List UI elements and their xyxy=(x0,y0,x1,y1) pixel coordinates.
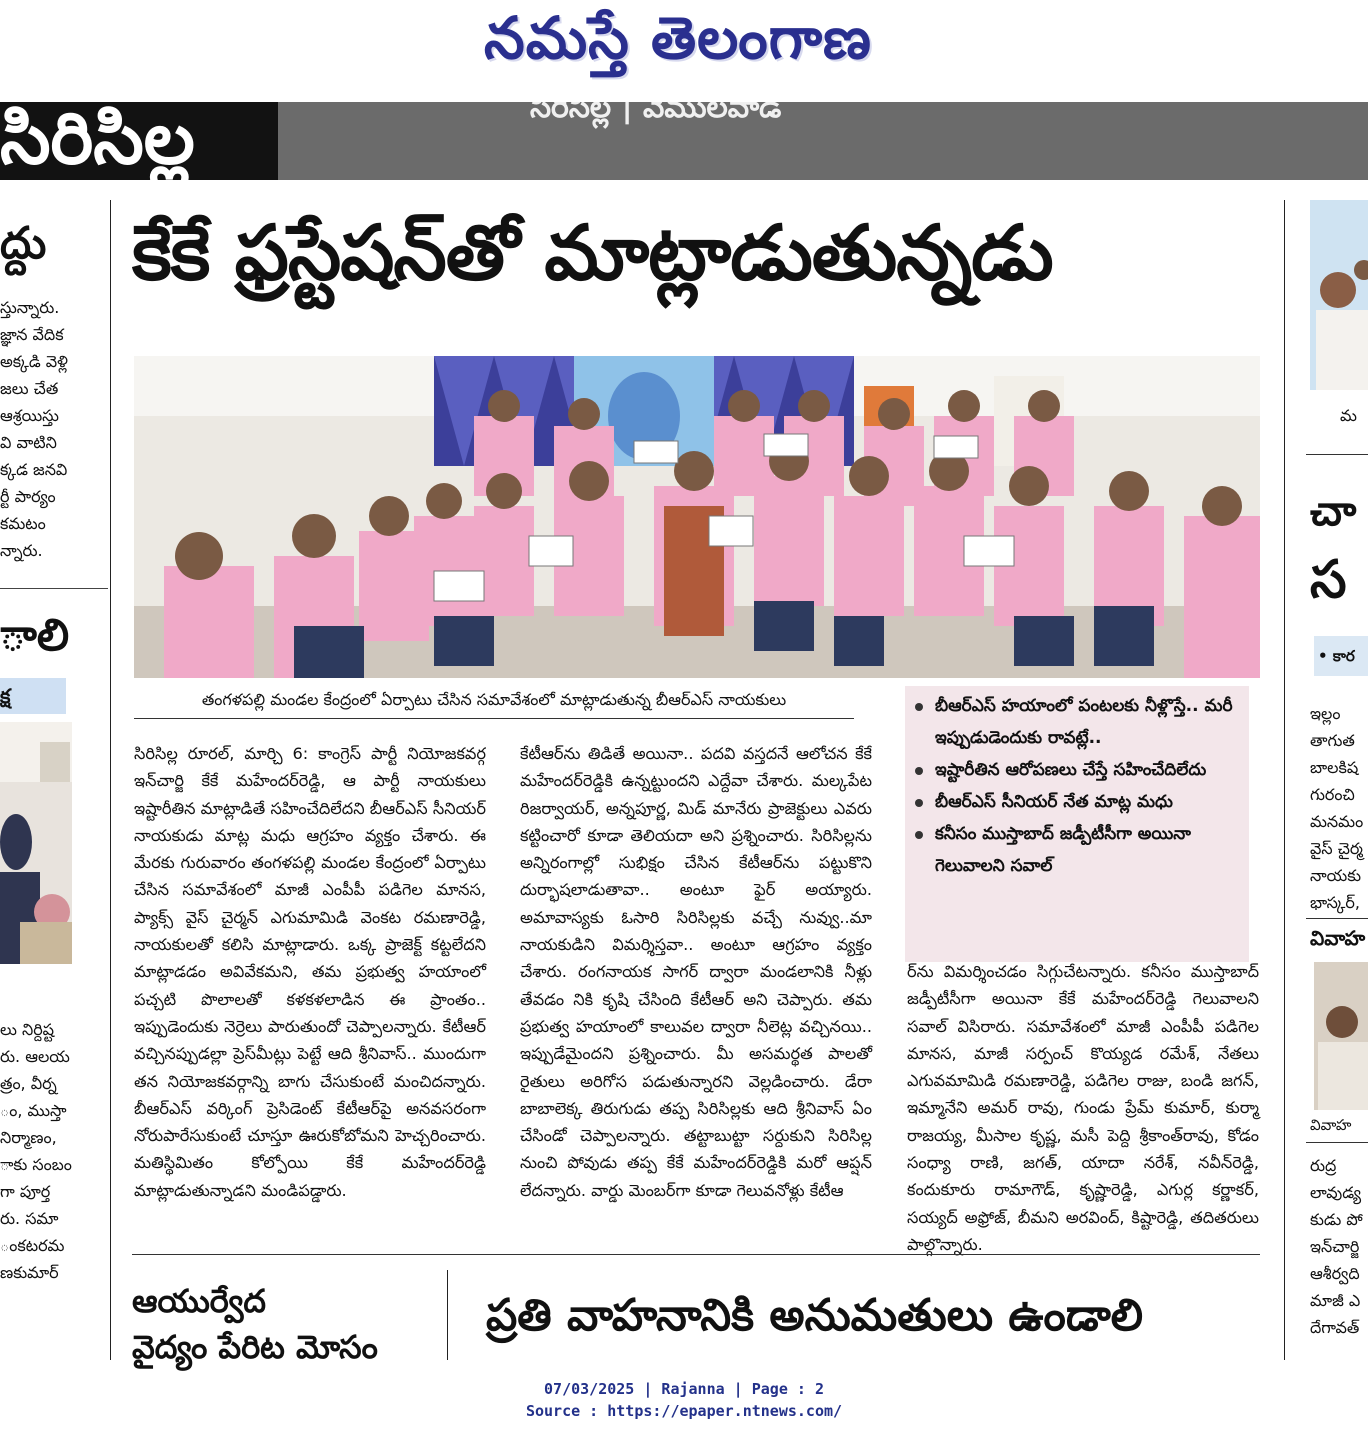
article-body-column-1: సిరిసిల్ల రూరల్, మార్చి 6: కాంగ్రెస్ పార్టీ నియోజకవర్గ ఇన్‌చార్జి కేకే మహేందర్‌రెడ్డి, ఆ పార్టీ నాయకులు ఇష్టారీతిన మాట్లాడితే సహించేదిలేదని బీఆర్ఎస్ సీనియర్ నాయకుడు మాట్ల మధు ఆగ్రహం వ్యక్తం చేశారు. ఈ మేరకు గురువారం తంగళపల్లి మండల కేంద్రంలో ఏర్పాటు చేసిన సమావేశంలో మాజీ ఎంపీపీ పడిగెల మానస, ప్యాక్స్ వైస్ చైర్మన్ ఎగుమామిడి వెంకట రమణారెడ్డి, నాయకులతో కలిసి మాట్లాడారు. ఒక్క ప్రాజెక్ట్ కట్టలేదని మాట్లాడడం అవివేకమని, తమ ప్రభుత్వ హయాంలో పచ్చటి పొలాలతో కళకళలాడిన ఈ ప్రాంతం.. ఇప్పుడెందుకు నెర్రెలు పారుతుందో చెప్పాలన్నారు. కేటీఆర్ వచ్చినప్పుడల్లా ప్రెస్‌మీట్లు పెట్టే ఆది శ్రీనివాస్.. ముందుగా తన నియోజకవర్గాన్ని బాగు చేసుకుంటే మంచిదన్నారు. బీఆర్ఎస్ వర్కింగ్ ప్రెసిడెంట్ కేటీఆర్‌పై అనవసరంగా నోరుపారేసుకుంటే చూస్తూ ఊరుకోబోమని హెచ్చరించారు. మతిస్థిమితం కోల్పోయి కేకే మహేందర్‌రెడ్డి మాట్లాడుతున్నాడని మండిపడ్డారు. xyxy=(134,744,486,1200)
right-headline-fragment-3: వివాహ xyxy=(1310,926,1366,950)
text-line: గా పూర్త xyxy=(0,1182,51,1201)
text-line: ంకటరమ xyxy=(0,1236,65,1255)
bullet-icon xyxy=(915,831,923,839)
divider xyxy=(0,588,108,589)
text-line: రు. ఆలయ xyxy=(0,1047,70,1066)
right-text-fragment-2 xyxy=(1310,1152,1368,1341)
text-line: జలు చేత xyxy=(0,379,59,398)
text-line: దేగావత్ xyxy=(1310,1318,1360,1337)
page-footer xyxy=(0,1378,1368,1422)
footer-source-link[interactable]: Source : https://epaper.ntnews.com/ xyxy=(525,1402,843,1420)
right-headline-fragment: చా xyxy=(1310,486,1357,535)
text-line: గురంచి xyxy=(1310,785,1355,804)
left-column xyxy=(0,190,108,1360)
bullet-icon xyxy=(915,799,923,807)
text-line: ఇల్లం xyxy=(1310,704,1341,723)
bottom-left-headline: ఆయుర్వేద వైద్యం పేరిట మోసం xyxy=(132,1282,378,1366)
left-headline-fragment: ద్దు xyxy=(0,218,47,269)
left-text-fragment xyxy=(0,294,108,564)
highlight-item: బీఆర్ఎస్ హయాంలో పంటలకు నీళ్లొస్తే.. మరీ ఇప్పుడుడెందుకు రావట్లే.. xyxy=(905,690,1249,754)
section-title: సిరిసిల్ల xyxy=(0,102,195,180)
highlight-item: ఇష్టారీతిన ఆరోపణలు చేస్తే సహించేదిలేదు xyxy=(905,754,1249,786)
text-line: మాజీ ఎ xyxy=(1310,1291,1361,1310)
bullet-icon xyxy=(915,767,923,775)
article-body-column-2: కేటీఆర్‌ను తిడితే అయినా.. పదవి వస్తదనే ఆలోచన కేకే మహేందర్‌రెడ్డికి ఉన్నట్టుందని ఎద్దేవా చేశారు. మల్కపేట రిజర్వాయర్, అన్నపూర్ణ, మిడ్ మానేరు ప్రాజెక్టులు ఎవరు కట్టించారో కూడా తెలియదా అని ప్రశ్నించారు. సిరిసిల్లను అన్నిరంగాల్లో సుభిక్షం చేసిన కేటీఆర్‌ను పట్టుకొని దుర్భాషలాడుతావా.. అంటూ ఫైర్ అయ్యారు. అమావాస్యకు ఓసారి సిరిసిల్లకు వచ్చే నువ్వు..మా నాయకుడిని విమర్శిస్తవా.. అంటూ ఆగ్రహం వ్యక్తం చేశారు. రంగనాయక సాగర్ ద్వారా మండలానికి నీళ్లు తేవడం నికి కృషి చేసింది కేటీఆర్ అని చెప్పారు. తమ ప్రభుత్వ హయాంలో కాలువల ద్వారా నీలెట్ల వచ్చినయి.. ఇప్పుడేమైందని ప్రశ్నించారు. మీ అసమర్థత పాలతో రైతులు అరిగోస పడుతున్నారని వెల్లడించారు. డేరా బాబాలెక్క తిరుగుడు తప్ప సిరిసిల్లకు ఆది శ్రీనివాస్ ఏం చేసిండో చెప్పాలన్నారు. తట్టాబుట్టా సర్దుకుని సిరిసిల్ల నుంచి పోవుడు తప్ప కేకే మహేందర్‌రెడ్డికి మరో ఆప్షన్ లేదన్నారు. వార్డు మెంబర్‌గా కూడా గెలువనోళ్లు కేటీఆ xyxy=(520,744,872,1200)
text-line: నిర్మాణం, xyxy=(0,1128,57,1147)
text-line: కమటం xyxy=(0,514,46,533)
right-photo-fragment xyxy=(1310,200,1368,390)
section-subtitle: సిరిసిల్ల | వేములవాడ xyxy=(530,90,782,125)
left-text-fragment-2 xyxy=(0,1016,108,1286)
text-line: జ్ఞాన వేదిక xyxy=(0,325,64,344)
right-headline-fragment-2: స xyxy=(1310,550,1347,610)
text-line: క్కడ జనవి xyxy=(0,460,68,479)
section-title-box xyxy=(0,102,278,180)
text-line: తాగుత xyxy=(1310,731,1355,750)
text-line: వైస్ చైర్మ xyxy=(1310,839,1363,858)
text-line: మనమం xyxy=(1310,812,1364,831)
divider xyxy=(1306,918,1368,919)
footer-page-info: 07/03/2025 | Rajanna | Page : 2 xyxy=(544,1380,824,1398)
right-text-fragment xyxy=(1310,700,1368,916)
right-column xyxy=(1306,196,1368,1366)
text-line: రు. సమా xyxy=(0,1209,59,1228)
newspaper-logo: నమస్తే తెలంగాణ xyxy=(484,4,872,72)
bottom-column-rule xyxy=(447,1270,448,1360)
text-line: ఆశ్రయిస్తు xyxy=(0,406,59,425)
text-line: ం, ముస్తా xyxy=(0,1101,67,1120)
text-line: ణకుమార్ xyxy=(0,1263,59,1282)
highlight-item: బీఆర్ఎస్ సీనియర్ నేత మాట్ల మధు xyxy=(905,786,1249,818)
left-headline-fragment-2: ాలి xyxy=(0,610,70,661)
text-line: వి వాటిని xyxy=(0,433,57,452)
text-line: బాలకిష xyxy=(1310,758,1359,777)
text-line: కుడు పో xyxy=(1310,1210,1363,1229)
text-line: రుద్ర xyxy=(1310,1156,1337,1175)
article-body-column-3: ర్‌ను విమర్శించడం సిగ్గుచేటన్నారు. కనీసం ముస్తాబాద్ జడ్పీటీసీగా అయినా కేకే మహేందర్‌రెడ్డి గెలువాలని సవాల్ విసిరారు. సమావేశంలో మాజీ ఎంపీపీ పడిగెల మానస, మాజీ సర్పంచ్ కొయ్యడ రమేశ్, నేతలు ఎగువమామిడి రమణారెడ్డి, పడిగెల రాజు, బండి జగన్, ఇమ్మానేని అమర్ రావు, గుండు ప్రేమ్ కుమార్, కుర్మా రాజయ్య, మీసాల కృష్ణ, మసీ పెద్ది శ్రీకాంత్‌రావు, కోడం సంధ్యా రాణి, జగత్, యాదా నరేశ్, నవీన్‌రెడ్డి, కందుకూరు రామాగౌడ్, కృష్ణారెడ్డి, ఎగుర్ల కర్ణాకర్, సయ్యద్ అఫ్రోజ్, బీమని అరవింద్, కిష్టారెడ్డి, తదితరులు పాల్గొన్నారు. xyxy=(907,962,1259,1254)
left-tag: క్ష xyxy=(0,678,66,714)
bottom-headline: ప్రతి వాహనానికి అనుమతులు ఉండాలి xyxy=(486,1290,1143,1341)
left-photo-fragment xyxy=(0,722,72,964)
caption-rule xyxy=(134,718,854,719)
divider xyxy=(1306,454,1368,455)
text-line: లు నిర్దిష్ట xyxy=(0,1020,55,1039)
right-bullet-fragment: • కార xyxy=(1314,636,1368,676)
text-line: ఇన్‌చార్జి xyxy=(1310,1237,1360,1256)
bullet-icon xyxy=(915,703,923,711)
text-line: లావుడ్య xyxy=(1310,1183,1362,1202)
text-line: న్నారు. xyxy=(0,541,43,560)
article-headline: కేకే ఫ్రస్టేషన్‌తో మాట్లాడుతున్నడు xyxy=(132,208,1053,297)
text-line: భాస్కర్, xyxy=(1310,893,1360,912)
highlights-box xyxy=(905,686,1249,962)
text-line: స్తున్నారు. xyxy=(0,298,60,317)
bottom-section-rule xyxy=(132,1254,1260,1255)
text-line: నాయకు xyxy=(1310,866,1362,885)
article-photo xyxy=(134,356,1260,678)
text-line: ర్టీ పార్యం xyxy=(0,487,56,506)
text-line: ాకు సంబం xyxy=(0,1155,72,1174)
text-line: త్రం, వీర్న xyxy=(0,1074,57,1093)
right-label: మ xyxy=(1340,406,1357,425)
column-rule-right xyxy=(1284,200,1285,1360)
text-line: ఆశీర్వది xyxy=(1310,1264,1360,1283)
right-photo-fragment-2 xyxy=(1314,962,1368,1110)
right-caption: వివాహ xyxy=(1310,1116,1352,1134)
photo-caption: తంగళపల్లి మండల కేంద్రంలో ఏర్పాటు చేసిన సమావేశంలో మాట్లాడుతున్న బీఆర్ఎస్ నాయకులు xyxy=(201,690,787,709)
highlight-item: కనీసం ముస్తాబాద్ జడ్పీటీసీగా అయినా గెలువాలని సవాల్ xyxy=(905,818,1249,882)
divider xyxy=(1306,1142,1368,1143)
text-line: అక్కడి వెళ్లి xyxy=(0,352,68,371)
masthead xyxy=(0,0,1368,100)
column-rule-left xyxy=(110,200,111,1360)
section-band xyxy=(0,90,1368,180)
